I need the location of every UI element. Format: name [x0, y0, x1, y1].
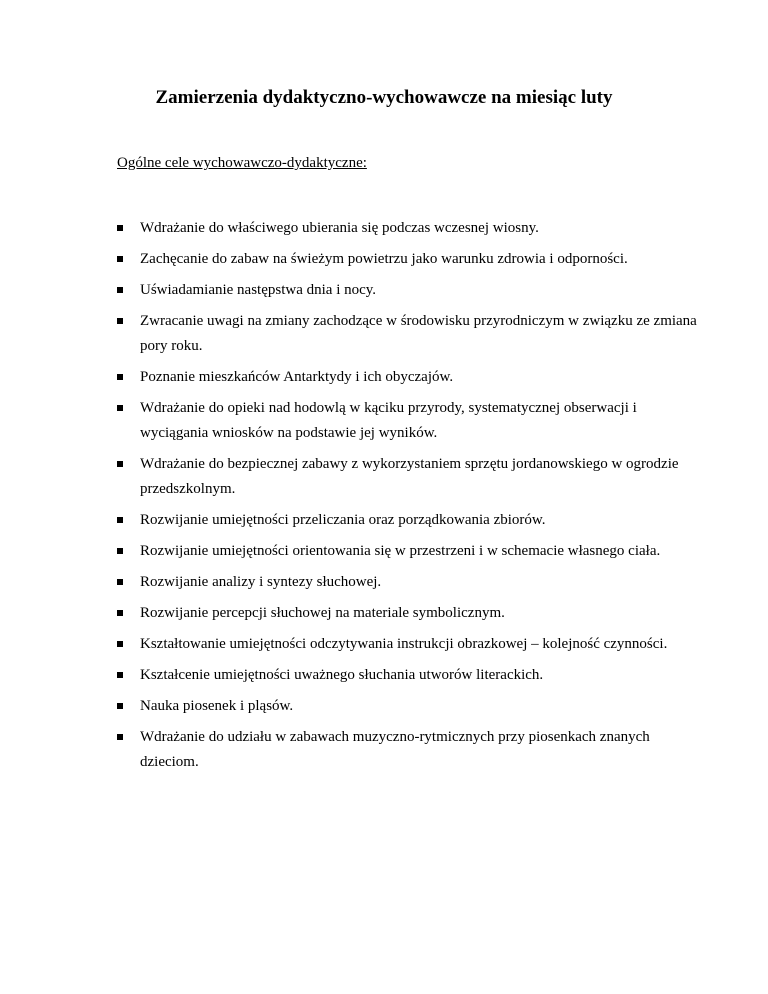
list-item-text: Poznanie mieszkańców Antarktydy i ich obyczajów.	[140, 369, 454, 385]
list-item-text: Kształcenie umiejętności uważnego słuchania utworów literackich.	[140, 667, 544, 683]
list-item	[117, 508, 697, 533]
square-bullet-icon	[117, 287, 123, 293]
list-item-text: Rozwijanie percepcji słuchowej na materiale symbolicznym.	[140, 605, 505, 621]
list-item	[117, 663, 697, 688]
square-bullet-icon	[117, 405, 123, 411]
square-bullet-icon	[117, 672, 123, 678]
list-item	[117, 570, 697, 595]
list-item	[117, 396, 697, 446]
list-item	[117, 216, 697, 241]
list-item-text: Wdrażanie do właściwego ubierania się podczas wczesnej wiosny.	[140, 220, 539, 236]
list-item	[117, 601, 697, 626]
square-bullet-icon	[117, 703, 123, 709]
list-item	[117, 632, 697, 657]
square-bullet-icon	[117, 734, 123, 740]
list-item-text: Rozwijanie analizy i syntezy słuchowej.	[140, 574, 382, 590]
list-item-text: Kształtowanie umiejętności odczytywania instrukcji obrazkowej – kolejność czynności.	[140, 636, 668, 652]
document-title: Zamierzenia dydaktyczno-wychowawcze na miesiąc luty	[155, 87, 613, 108]
list-item-text: Wdrażanie do opieki nad hodowlą w kąciku przyrody, systematycznej obserwacji i wyciągania wniosków na podstawie jej wyników.	[140, 400, 637, 441]
list-item	[117, 278, 697, 303]
list-item-text: Uświadamianie następstwa dnia i nocy.	[140, 282, 377, 298]
list-item	[117, 365, 697, 390]
list-item-text: Zwracanie uwagi na zmiany zachodzące w środowisku przyrodniczym w związku ze zmiana pory roku.	[140, 313, 697, 354]
list-item-text: Wdrażanie do udziału w zabawach muzyczno-rytmicznych przy piosenkach znanych dzieciom.	[140, 729, 650, 770]
square-bullet-icon	[117, 461, 123, 467]
square-bullet-icon	[117, 548, 123, 554]
list-item-text: Rozwijanie umiejętności przeliczania oraz porządkowania zbiorów.	[140, 512, 546, 528]
square-bullet-icon	[117, 318, 123, 324]
square-bullet-icon	[117, 225, 123, 231]
list-item	[117, 309, 697, 359]
section-heading: Ogólne cele wychowawczo-dydaktyczne:	[117, 155, 367, 171]
list-item	[117, 247, 697, 272]
square-bullet-icon	[117, 641, 123, 647]
square-bullet-icon	[117, 579, 123, 585]
square-bullet-icon	[117, 517, 123, 523]
list-item-text: Zachęcanie do zabaw na świeżym powietrzu jako warunku zdrowia i odporności.	[140, 251, 628, 267]
goal-list	[117, 216, 697, 781]
list-item-text: Nauka piosenek i pląsów.	[140, 698, 294, 714]
list-item	[117, 725, 697, 775]
square-bullet-icon	[117, 256, 123, 262]
list-item-text: Rozwijanie umiejętności orientowania się w przestrzeni i w schemacie własnego ciała.	[140, 543, 661, 559]
list-item-text: Wdrażanie do bezpiecznej zabawy z wykorzystaniem sprzętu jordanowskiego w ogrodzie przedszkolnym.	[140, 456, 679, 497]
list-item	[117, 452, 697, 502]
square-bullet-icon	[117, 610, 123, 616]
list-item	[117, 539, 697, 564]
list-item	[117, 694, 697, 719]
square-bullet-icon	[117, 374, 123, 380]
